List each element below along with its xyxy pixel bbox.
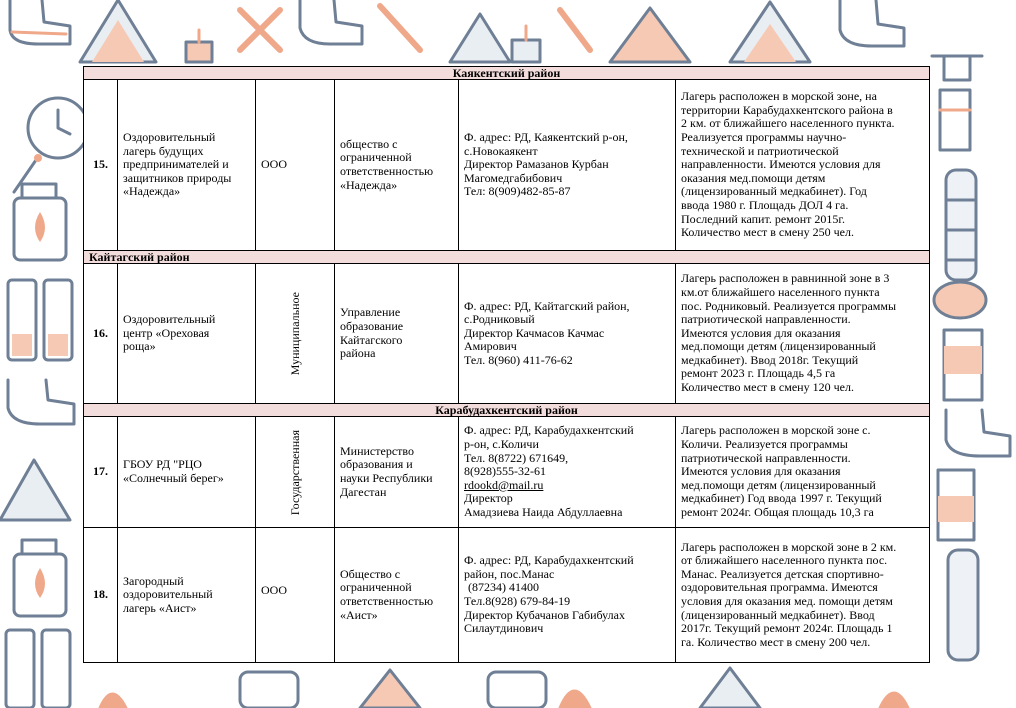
mountain-icon [730,2,810,62]
description-cell [676,417,930,528]
text-line: Имеются условия для оказания [681,325,841,340]
camp-name-cell [118,417,256,528]
text-line: Ф. адрес: РД, Карабудахкентский [464,423,634,438]
text-line: ограниченной [340,580,412,595]
text-line: Директор [464,491,513,506]
text-line: 2017г. Текущий ремонт 2024г. Площадь 1 [681,621,893,636]
contact-cell [459,80,676,251]
text-line: Министерство [340,443,414,458]
district-header-row [84,67,930,80]
description-cell [676,528,930,663]
text-line: Магомедгабибович [464,170,563,185]
ownership-form-text: ООО [261,583,287,598]
ownership-form-cell [256,264,335,404]
text-line: Тел. 8(960) 411-76-62 [464,352,573,367]
text-line: район, пос.Манас [464,566,555,581]
text-line: Управление [340,305,401,320]
district-header: Каякентский район [84,67,930,80]
district-header-row [84,404,930,417]
text-line: патриотической направленности. [681,312,851,327]
text-line: медкабинет) Год ввода 1997 г. Текущий [681,491,882,506]
row-number: 17. [84,417,118,528]
boot-icon [300,0,362,44]
jar-icon [14,184,66,260]
text-line: р-он, с.Количи [464,437,539,452]
boot-icon [946,410,1010,456]
text-line: Амирович [464,339,517,354]
gas-burner-icon [938,470,974,540]
text-line: ответственностью [340,164,434,178]
binoculars-icon [8,280,72,360]
mountain-icon [0,460,70,520]
founder-cell [335,417,459,528]
text-line: роща» [123,339,156,354]
ownership-form-vertical: Государственная [287,430,302,516]
table-row [84,528,930,663]
compass-icon [28,98,88,158]
text-line: Ф. адрес: РД, Кайтагский район, [464,298,630,313]
text-line: лагерь «Аист» [123,600,197,615]
text-line: района [340,346,376,361]
mountain-icon [450,14,510,62]
text-line: образование [340,318,404,333]
text-line: Директор Качмасов Качмас [464,325,605,340]
text-line: науки Республики [340,471,433,485]
lantern-icon [186,30,212,62]
row-number: 15. [84,80,118,251]
text-line: оздоровительный [123,587,213,602]
text-line: территории Карабудахкентского района в [681,102,893,117]
founder-cell [335,264,459,404]
table-row [84,264,930,404]
binoculars-icon [6,630,70,708]
text-line: Тел.8(928) 679-84-19 [464,594,571,608]
text-line: предпринимателей и [123,157,229,172]
boot-icon [840,0,904,46]
text-line: ограниченной [340,150,412,165]
text-line: технической и патриотической [681,143,839,158]
table-row [84,417,930,528]
text-line: ремонт 2023 г. Площадь 4,5 га [681,366,836,381]
text-line: защитников природы [123,170,232,185]
text-line: центр «Ореховая [123,325,210,340]
text-line: от ближайшего населенного пункта пос. [681,553,888,568]
text-line: «Надежда» [340,177,398,192]
ownership-form-cell: ООО [256,80,335,251]
email-link[interactable]: rdookd@mail.ru [464,477,544,492]
moth-icon [934,282,986,318]
lantern-icon [512,26,540,62]
text-line: Количи. Реализуется программы [681,437,848,452]
founder-cell [335,80,459,251]
water-bottle-icon [946,170,976,280]
text-line: Ф. адрес: РД, Каякентский р-он, [464,130,628,145]
contact-cell [459,264,676,404]
text-line: Директор Кубачанов Габибулах [464,607,625,622]
text-line: образования и [340,457,413,472]
text-line: условия для оказания мед. помощи детям [681,594,893,608]
district-header-row [84,251,930,264]
text-line: ответственностью [340,594,434,608]
text-line: Количество мест в смену 250 чел. [681,225,854,240]
text-line: Лагерь расположен в равнинной зоне в 3 [681,271,890,286]
text-line: Имеются условия для оказания [681,464,841,479]
boot-icon [10,0,70,44]
camp-name-cell [118,264,256,404]
canned-food-icon [944,330,982,400]
text-line: Тел: 8(909)482-85-87 [464,184,571,199]
ownership-form-cell [256,417,335,663]
text-line: (лицензированный медкабинет). Ввод [681,607,875,622]
text-line: направленности. Имеются условия для [681,157,881,172]
text-line: Оздоровительный [123,312,216,327]
text-line: Количество мест в смену 120 чел. [681,380,854,395]
tent-icon [360,668,760,708]
table-row [84,80,930,251]
mountain-icon [80,0,156,62]
text-line: патриотической направленности. [681,450,851,465]
text-line: Последний капит. ремонт 2015г. [681,211,845,226]
text-line: «Надежда» [123,184,181,199]
text-line: мед.помощи детям (лицензированный [681,339,876,354]
ownership-form-vertical: Муниципальное [287,291,302,376]
text-line: Лагерь расположен в морской зоне в 2 км. [681,539,897,554]
text-line: Силаутдинович [464,621,544,636]
camps-table [83,66,930,663]
contact-cell [459,417,676,528]
text-line: лагерь будущих [123,143,204,158]
jar-icon [14,540,66,616]
text-line: 8(928)555-32-61 [464,464,546,479]
text-line: Реализуется программы научно- [681,130,847,145]
text-line: пос. Родниковый. Реализуется программы [681,298,897,313]
founder-cell [335,528,459,663]
contact-cell [459,528,676,663]
row-number: 18. [84,528,118,663]
text-line: Загородный [123,573,184,588]
district-header: Кайтагский район [84,251,930,264]
gas-burner-icon [940,90,970,150]
camp-name-cell [118,528,256,663]
text-line: медкабинет). Ввод 2018г. Текущий [681,352,859,367]
row-number: 16. [84,264,118,404]
text-line: «Аист» [340,607,378,622]
text-line: Кайтагского [340,332,403,347]
text-line: «Солнечный берег» [123,471,224,485]
boot-icon [8,380,74,424]
text-line: (87234) 41400 [468,580,539,595]
text-line: ГБОУ РД "РЦО [123,457,202,472]
camp-name-cell [118,80,256,251]
text-line: га. Количество мест в смену 200 чел. [681,634,871,649]
text-line: Манас. Реализуется детская спортивно- [681,566,884,581]
text-line: Директор Рамазанов Курбан [464,157,609,172]
district-header: Карабудахкентский район [84,404,930,417]
text-line: Тел. 8(8722) 671649, [464,450,569,465]
description-cell [676,264,930,404]
text-line: общество с [340,136,398,151]
text-line: оздоровительная программа. Имеются [681,580,878,595]
mountain-icon [610,8,690,62]
text-line: км.от ближайшего населенного пункта [681,284,880,299]
text-line: (лицензированный медкабинет). Год [681,184,867,199]
text-line: Оздоровительный [123,130,216,145]
water-bottle-icon [948,550,978,660]
text-line: 2 км. от ближайшего населенного пункта. [681,116,895,131]
text-line: Амадзиева Наида Абдуллаевна [464,504,623,519]
text-line: Ф. адрес: РД, Карабудахкентский [464,553,634,568]
text-line: ремонт 2024г. Общая площадь 10,3 га [681,504,874,519]
description-cell [676,80,930,251]
gas-burner-icon [932,56,982,80]
text-line: Лагерь расположен в морской зоне с. [681,423,871,438]
text-line: ввода 1980 г. Площадь ДОЛ 4 га. [681,197,849,212]
text-line: Общество с [340,566,401,581]
text-line: мед.помощи детям (лицензированный [681,477,876,492]
text-line: оказания мед.помощи детям [681,170,826,185]
text-line: Дагестан [340,484,387,499]
text-line: Лагерь расположен в морской зоне, на [681,89,877,104]
text-line: с.Новокаякент [464,143,538,158]
text-line: с.Родниковый [464,312,535,327]
